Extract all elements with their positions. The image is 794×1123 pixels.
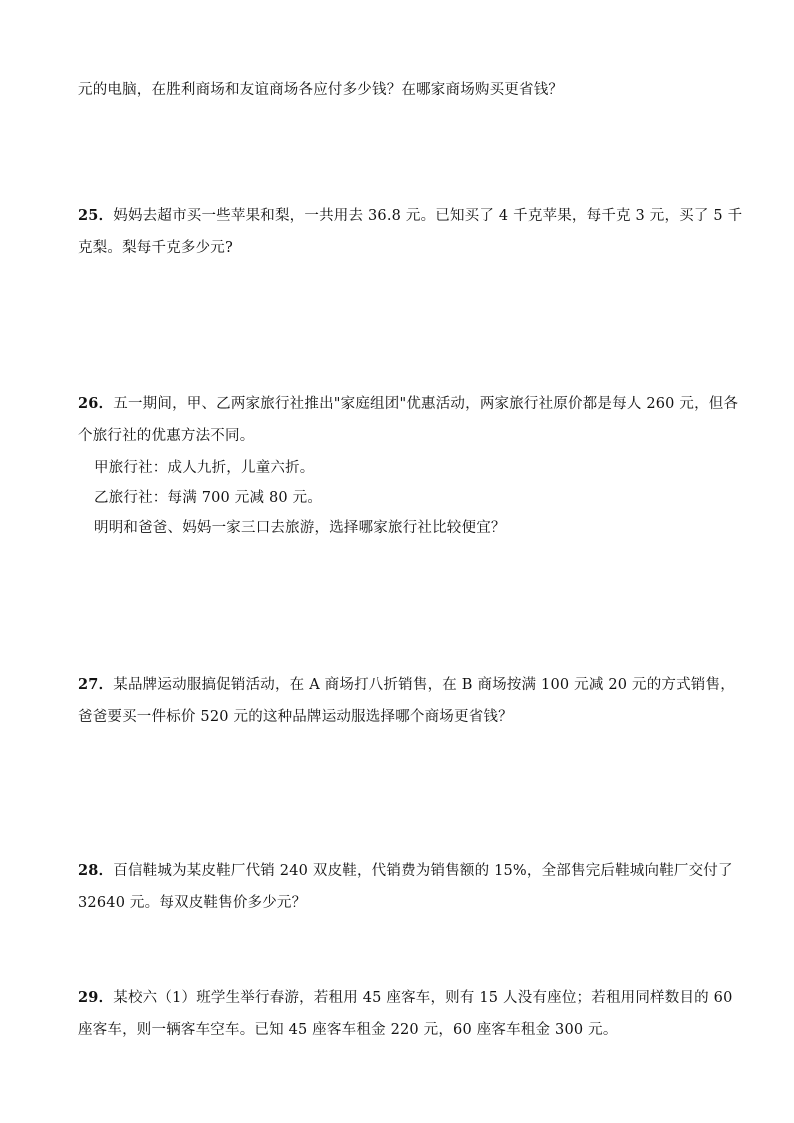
question-26-line-3: 甲旅行社：成人九折，儿童六折。 xyxy=(94,460,315,476)
question-text: 妈妈去超市买一些苹果和梨，一共用去 36.8 元。已知买了 4 千克苹果，每千克 3 元，买了 5 千 xyxy=(113,208,743,224)
question-24-continuation: 元的电脑，在胜利商场和友谊商场各应付多少钱？在哪家商场购买更省钱？ xyxy=(78,82,564,98)
question-text: 百信鞋城为某皮鞋厂代销 240 双皮鞋，代销费为销售额的 15%，全部售完后鞋城向鞋厂交付了 xyxy=(113,863,733,879)
question-27-line-2: 爸爸要买一件标价 520 元的这种品牌运动服选择哪个商场更省钱？ xyxy=(78,709,513,725)
question-25-line-2: 克梨。梨每千克多少元? xyxy=(78,240,233,256)
question-text: 某校六（1）班学生举行春游，若租用 45 座客车，则有 15 人没有座位；若租用同样数目的 60 xyxy=(113,990,733,1006)
question-26-line-1 xyxy=(78,394,738,414)
question-number: 26． xyxy=(78,395,114,412)
question-25-line-1 xyxy=(78,206,742,226)
question-27-line-1 xyxy=(78,675,735,695)
question-29-line-2: 座客车，则一辆客车空车。已知 45 座客车租金 220 元，60 座客车租金 300 元。 xyxy=(78,1022,618,1038)
question-number: 28． xyxy=(78,862,114,879)
question-text: 某品牌运动服搞促销活动，在 A 商场打八折销售，在 B 商场按满 100 元减 20 元的方式销售， xyxy=(113,677,735,693)
question-26-line-5: 明明和爸爸、妈妈一家三口去旅游，选择哪家旅行社比较便宜？ xyxy=(94,520,506,536)
question-number: 25． xyxy=(78,207,114,224)
question-26-line-4: 乙旅行社：每满 700 元减 80 元。 xyxy=(94,490,323,506)
question-29-line-1 xyxy=(78,988,733,1008)
question-number: 29． xyxy=(78,989,114,1006)
question-26-line-2: 个旅行社的优惠方法不同。 xyxy=(78,428,255,444)
question-text: 五一期间，甲、乙两家旅行社推出"家庭组团"优惠活动，两家旅行社原价都是每人 260 元，但各 xyxy=(113,396,739,412)
question-28-line-2: 32640 元。每双皮鞋售价多少元？ xyxy=(78,895,307,911)
question-28-line-1 xyxy=(78,861,733,881)
question-number: 27． xyxy=(78,676,114,693)
